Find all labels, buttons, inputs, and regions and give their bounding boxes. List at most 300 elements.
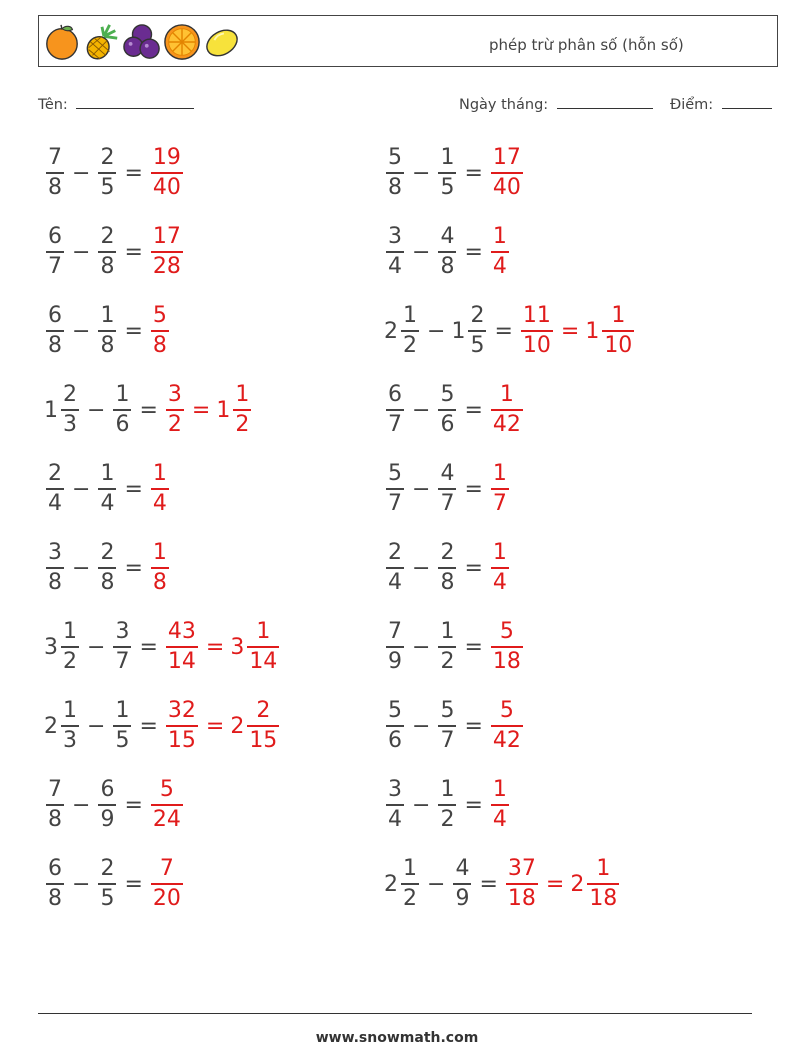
subtrahend-numerator: 2 xyxy=(440,540,455,565)
subtrahend-term xyxy=(436,621,458,673)
subtrahend-term xyxy=(436,384,458,436)
answer-equals-sign: = xyxy=(205,713,225,739)
answer-equals-sign: = xyxy=(205,634,225,660)
subtrahend-term xyxy=(436,463,458,515)
answer-denominator: 40 xyxy=(491,172,523,199)
minuend-whole: 1 xyxy=(44,397,58,423)
subtrahend-term xyxy=(96,542,118,594)
subtrahend-denominator: 7 xyxy=(113,646,131,673)
answer-denominator: 42 xyxy=(491,409,523,436)
minus-sign: − xyxy=(87,713,106,739)
minuend-fraction xyxy=(386,700,404,752)
minuend-whole: 2 xyxy=(384,871,398,897)
minus-sign: − xyxy=(412,239,431,265)
answer xyxy=(149,542,171,594)
minus-sign: − xyxy=(87,634,106,660)
minuend-fraction xyxy=(386,621,404,673)
answer-fraction xyxy=(151,542,169,594)
answer-fraction xyxy=(491,384,523,436)
mixed-answer-whole: 2 xyxy=(230,713,245,739)
minuend-term xyxy=(44,700,81,752)
answer-numerator: 5 xyxy=(159,777,174,802)
subtrahend-numerator: 1 xyxy=(100,303,115,328)
subtrahend-numerator: 1 xyxy=(440,145,455,170)
subtrahend-numerator: 1 xyxy=(115,698,130,723)
mixed-answer-denominator: 14 xyxy=(247,646,279,673)
answer-fraction xyxy=(491,463,509,515)
minuend-fraction xyxy=(61,384,79,436)
answer-fraction xyxy=(491,147,523,199)
problem-item xyxy=(44,301,171,361)
answer xyxy=(149,779,185,831)
answer xyxy=(164,700,281,752)
answer-fraction xyxy=(491,621,523,673)
answer-fraction xyxy=(491,542,509,594)
subtrahend-fraction xyxy=(438,384,456,436)
minuend-numerator: 1 xyxy=(63,619,77,644)
mixed-answer-numerator: 2 xyxy=(256,698,271,723)
problem-item xyxy=(44,222,185,282)
mixed-answer-whole: 3 xyxy=(230,634,245,660)
minuend-fraction xyxy=(386,463,404,515)
answer-fraction xyxy=(151,305,169,357)
subtrahend-fraction xyxy=(438,226,456,278)
minuend-numerator: 2 xyxy=(388,540,402,565)
subtrahend-numerator: 1 xyxy=(440,777,455,802)
subtrahend-fraction xyxy=(438,542,456,594)
subtrahend-term xyxy=(96,858,118,910)
answer-numerator: 3 xyxy=(167,382,182,407)
mixed-answer-numerator: 1 xyxy=(611,303,626,328)
answer-fraction xyxy=(151,858,183,910)
minuend-denominator: 7 xyxy=(386,488,404,515)
equals-sign: = xyxy=(124,318,143,344)
minus-sign: − xyxy=(72,160,91,186)
answer-numerator: 1 xyxy=(499,382,514,407)
minus-sign: − xyxy=(412,160,431,186)
answer-term xyxy=(149,147,185,199)
answer-numerator: 1 xyxy=(152,540,167,565)
mixed-answer-numerator: 1 xyxy=(596,856,611,881)
answer xyxy=(519,305,636,357)
minuend-numerator: 7 xyxy=(388,619,402,644)
answer-term xyxy=(164,384,186,436)
answer-equals-sign: = xyxy=(545,871,565,897)
minuend-fraction xyxy=(61,621,79,673)
answer-denominator: 14 xyxy=(166,646,198,673)
answer-denominator: 15 xyxy=(166,725,198,752)
subtrahend-fraction xyxy=(98,305,116,357)
answer-denominator: 4 xyxy=(491,804,509,831)
minuend-fraction xyxy=(46,305,64,357)
minus-sign: − xyxy=(412,634,431,660)
answer-numerator: 5 xyxy=(499,619,514,644)
answer-fraction xyxy=(491,779,509,831)
minuend-denominator: 7 xyxy=(46,251,64,278)
answer-numerator: 7 xyxy=(159,856,174,881)
answer-denominator: 8 xyxy=(151,567,169,594)
subtrahend-fraction xyxy=(113,621,131,673)
minuend-fraction xyxy=(386,384,404,436)
minuend-term xyxy=(384,147,406,199)
answer-fraction xyxy=(151,463,169,515)
minuend-term xyxy=(44,384,81,436)
mixed-answer-whole: 2 xyxy=(570,871,585,897)
answer xyxy=(489,147,525,199)
answer xyxy=(489,700,525,752)
problem-item xyxy=(44,538,171,598)
date-label: Ngày tháng: xyxy=(459,97,549,113)
minuend-term xyxy=(44,858,66,910)
answer-denominator: 20 xyxy=(151,883,183,910)
answer-numerator: 1 xyxy=(492,777,507,802)
subtrahend-numerator: 3 xyxy=(115,619,130,644)
answer-denominator: 24 xyxy=(151,804,183,831)
answer xyxy=(489,463,511,515)
minuend-denominator: 2 xyxy=(401,883,419,910)
answer-term xyxy=(149,779,185,831)
subtrahend-term xyxy=(451,858,473,910)
subtrahend-term xyxy=(111,621,133,673)
subtrahend-numerator: 2 xyxy=(470,303,485,328)
subtrahend-denominator: 2 xyxy=(438,646,456,673)
minuend-fraction xyxy=(386,542,404,594)
minuend-fraction xyxy=(386,779,404,831)
problem-item xyxy=(384,854,621,914)
minuend-numerator: 5 xyxy=(388,145,402,170)
equals-sign: = xyxy=(124,239,143,265)
subtrahend-term xyxy=(451,305,488,357)
answer-equals-sign: = xyxy=(191,397,211,423)
subtrahend-denominator: 5 xyxy=(98,883,116,910)
minuend-term xyxy=(384,700,406,752)
subtrahend-fraction xyxy=(98,147,116,199)
answer-fraction xyxy=(166,621,198,673)
answer-numerator: 19 xyxy=(152,145,181,170)
mixed-answer-term xyxy=(230,621,281,673)
subtrahend-fraction xyxy=(113,384,131,436)
minuend-term xyxy=(44,621,81,673)
subtrahend-whole: 1 xyxy=(451,318,466,344)
equals-sign: = xyxy=(124,476,143,502)
answer-denominator: 4 xyxy=(491,251,509,278)
problem-item xyxy=(384,538,511,598)
answer-numerator: 1 xyxy=(492,540,507,565)
answer-denominator: 18 xyxy=(491,646,523,673)
problem-item xyxy=(384,380,525,440)
subtrahend-fraction xyxy=(438,463,456,515)
minuend-numerator: 5 xyxy=(388,698,402,723)
answer-denominator: 4 xyxy=(151,488,169,515)
minuend-denominator: 8 xyxy=(46,330,64,357)
subtrahend-term xyxy=(436,700,458,752)
minuend-denominator: 9 xyxy=(386,646,404,673)
answer-denominator: 2 xyxy=(166,409,184,436)
subtrahend-denominator: 7 xyxy=(438,488,456,515)
answer-denominator: 18 xyxy=(506,883,538,910)
equals-sign: = xyxy=(464,634,483,660)
minuend-fraction xyxy=(46,542,64,594)
answer-term xyxy=(149,226,185,278)
minus-sign: − xyxy=(72,871,91,897)
answer-fraction xyxy=(151,147,183,199)
name-label: Tên: xyxy=(38,97,68,113)
answer-denominator: 42 xyxy=(491,725,523,752)
problem-item xyxy=(44,459,171,519)
subtrahend-fraction xyxy=(98,779,116,831)
answer-numerator: 1 xyxy=(152,461,167,486)
minuend-denominator: 8 xyxy=(46,567,64,594)
subtrahend-numerator: 1 xyxy=(440,619,455,644)
answer-term xyxy=(149,542,171,594)
mixed-answer-denominator: 15 xyxy=(247,725,279,752)
problem-item xyxy=(44,775,185,835)
answer-term xyxy=(504,858,540,910)
plum-icon xyxy=(123,22,161,62)
minus-sign: − xyxy=(412,792,431,818)
footer-divider xyxy=(38,1013,752,1014)
minuend-numerator: 1 xyxy=(403,303,417,328)
minuend-term xyxy=(384,621,406,673)
score-blank[interactable] xyxy=(722,94,772,109)
subtrahend-denominator: 5 xyxy=(438,172,456,199)
minuend-term xyxy=(384,226,406,278)
minuend-numerator: 2 xyxy=(63,382,77,407)
mixed-answer-term xyxy=(216,384,253,436)
minuend-numerator: 7 xyxy=(48,145,62,170)
answer-equals-sign: = xyxy=(560,318,580,344)
answer xyxy=(149,226,185,278)
answer-numerator: 37 xyxy=(507,856,536,881)
minuend-whole: 2 xyxy=(384,318,398,344)
subtrahend-fraction xyxy=(438,621,456,673)
problem-item xyxy=(44,854,185,914)
answer-numerator: 1 xyxy=(492,224,507,249)
answer-denominator: 8 xyxy=(151,330,169,357)
subtrahend-numerator: 2 xyxy=(100,145,115,170)
answer-term xyxy=(149,305,171,357)
subtrahend-denominator: 8 xyxy=(98,251,116,278)
subtrahend-term xyxy=(111,384,133,436)
answer-numerator: 32 xyxy=(167,698,196,723)
minuend-term xyxy=(384,384,406,436)
minuend-numerator: 1 xyxy=(403,856,417,881)
answer-term xyxy=(489,226,511,278)
minuend-numerator: 3 xyxy=(388,224,402,249)
subtrahend-denominator: 5 xyxy=(98,172,116,199)
mixed-answer-fraction xyxy=(247,621,279,673)
answer-term xyxy=(164,621,200,673)
date-blank[interactable] xyxy=(557,94,653,109)
equals-sign: = xyxy=(464,160,483,186)
minus-sign: − xyxy=(412,476,431,502)
subtrahend-denominator: 8 xyxy=(438,567,456,594)
answer-term xyxy=(489,621,525,673)
answer-term xyxy=(149,463,171,515)
equals-sign: = xyxy=(464,476,483,502)
mixed-answer-fraction xyxy=(247,700,279,752)
answer-term xyxy=(164,700,200,752)
minuend-fraction xyxy=(46,147,64,199)
subtrahend-fraction xyxy=(468,305,486,357)
mixed-answer-term xyxy=(230,700,281,752)
answer-term xyxy=(489,700,525,752)
minus-sign: − xyxy=(87,397,106,423)
orange-icon xyxy=(43,22,81,62)
subtrahend-numerator: 1 xyxy=(115,382,130,407)
answer-numerator: 1 xyxy=(492,461,507,486)
answer-term xyxy=(489,147,525,199)
subtrahend-fraction xyxy=(113,700,131,752)
subtrahend-numerator: 5 xyxy=(440,382,455,407)
subtrahend-term xyxy=(436,147,458,199)
problem-item xyxy=(44,380,253,440)
mixed-answer-numerator: 1 xyxy=(235,382,250,407)
lemon-icon xyxy=(203,22,241,62)
orange-slice-icon xyxy=(163,22,201,62)
problem-item xyxy=(384,775,511,835)
minuend-term xyxy=(384,858,421,910)
problem-item xyxy=(384,301,636,361)
minuend-term xyxy=(44,305,66,357)
equals-sign: = xyxy=(124,555,143,581)
subtrahend-numerator: 5 xyxy=(440,698,455,723)
subtrahend-denominator: 2 xyxy=(438,804,456,831)
subtrahend-term xyxy=(96,305,118,357)
minuend-fraction xyxy=(46,226,64,278)
answer-fraction xyxy=(506,858,538,910)
answer xyxy=(149,463,171,515)
answer-term xyxy=(149,858,185,910)
equals-sign: = xyxy=(479,871,498,897)
minuend-numerator: 6 xyxy=(388,382,402,407)
footer-url: www.snowmath.com xyxy=(315,1030,479,1046)
answer-numerator: 11 xyxy=(522,303,551,328)
subtrahend-denominator: 9 xyxy=(98,804,116,831)
subtrahend-fraction xyxy=(438,700,456,752)
name-blank[interactable] xyxy=(76,94,194,109)
equals-sign: = xyxy=(464,239,483,265)
subtrahend-denominator: 6 xyxy=(113,409,131,436)
mixed-answer-denominator: 18 xyxy=(587,883,619,910)
minuend-denominator: 4 xyxy=(386,804,404,831)
subtrahend-fraction xyxy=(98,542,116,594)
subtrahend-term xyxy=(436,226,458,278)
answer-fraction xyxy=(521,305,553,357)
minuend-denominator: 4 xyxy=(386,567,404,594)
answer xyxy=(164,621,281,673)
subtrahend-denominator: 8 xyxy=(98,567,116,594)
problem-item xyxy=(44,143,185,203)
minuend-denominator: 8 xyxy=(46,172,64,199)
mixed-answer-denominator: 2 xyxy=(233,409,251,436)
subtrahend-numerator: 1 xyxy=(100,461,115,486)
subtrahend-term xyxy=(96,779,118,831)
answer xyxy=(149,147,185,199)
minuend-term xyxy=(44,779,66,831)
answer xyxy=(489,226,511,278)
equals-sign: = xyxy=(464,792,483,818)
subtrahend-numerator: 2 xyxy=(100,856,115,881)
minuend-denominator: 8 xyxy=(46,883,64,910)
minuend-term xyxy=(384,463,406,515)
answer-term xyxy=(489,779,511,831)
subtrahend-denominator: 9 xyxy=(453,883,471,910)
answer-denominator: 28 xyxy=(151,251,183,278)
minuend-denominator: 2 xyxy=(401,330,419,357)
problem-item xyxy=(44,696,281,756)
subtrahend-denominator: 5 xyxy=(468,330,486,357)
answer xyxy=(164,384,253,436)
answer xyxy=(504,858,621,910)
minuend-fraction xyxy=(46,779,64,831)
minuend-fraction xyxy=(401,858,419,910)
mixed-answer-fraction xyxy=(587,858,619,910)
answer xyxy=(489,779,511,831)
minuend-numerator: 5 xyxy=(388,461,402,486)
minuend-term xyxy=(44,542,66,594)
problem-item xyxy=(384,617,525,677)
subtrahend-term xyxy=(436,542,458,594)
equals-sign: = xyxy=(139,713,158,739)
answer-fraction xyxy=(166,384,184,436)
minuend-numerator: 7 xyxy=(48,777,62,802)
equals-sign: = xyxy=(124,160,143,186)
minuend-term xyxy=(384,305,421,357)
minuend-fraction xyxy=(401,305,419,357)
mixed-answer-fraction xyxy=(602,305,634,357)
header-box xyxy=(38,15,778,67)
minuend-fraction xyxy=(61,700,79,752)
problem-item xyxy=(384,222,511,282)
name-field xyxy=(38,94,194,113)
equals-sign: = xyxy=(139,397,158,423)
minuend-denominator: 8 xyxy=(386,172,404,199)
minuend-fraction xyxy=(386,147,404,199)
minus-sign: − xyxy=(427,871,446,897)
subtrahend-numerator: 6 xyxy=(100,777,115,802)
subtrahend-term xyxy=(436,779,458,831)
equals-sign: = xyxy=(124,792,143,818)
minus-sign: − xyxy=(72,792,91,818)
answer-numerator: 43 xyxy=(167,619,196,644)
answer-term xyxy=(489,542,511,594)
answer-denominator: 10 xyxy=(521,330,553,357)
minuend-term xyxy=(44,463,66,515)
answer-fraction xyxy=(491,700,523,752)
answer-fraction xyxy=(491,226,509,278)
date-field xyxy=(459,94,653,113)
answer-denominator: 7 xyxy=(491,488,509,515)
mixed-answer-term xyxy=(570,858,621,910)
problem-item xyxy=(384,459,511,519)
minus-sign: − xyxy=(412,397,431,423)
minuend-numerator: 6 xyxy=(48,224,62,249)
subtrahend-fraction xyxy=(453,858,471,910)
minuend-denominator: 4 xyxy=(46,488,64,515)
minuend-denominator: 4 xyxy=(386,251,404,278)
minus-sign: − xyxy=(72,239,91,265)
subtrahend-numerator: 4 xyxy=(440,461,455,486)
answer-term xyxy=(519,305,555,357)
answer xyxy=(149,305,171,357)
subtrahend-term xyxy=(96,226,118,278)
minuend-denominator: 3 xyxy=(61,725,79,752)
subtrahend-term xyxy=(96,147,118,199)
minuend-fraction xyxy=(46,858,64,910)
minuend-numerator: 3 xyxy=(388,777,402,802)
equals-sign: = xyxy=(464,713,483,739)
